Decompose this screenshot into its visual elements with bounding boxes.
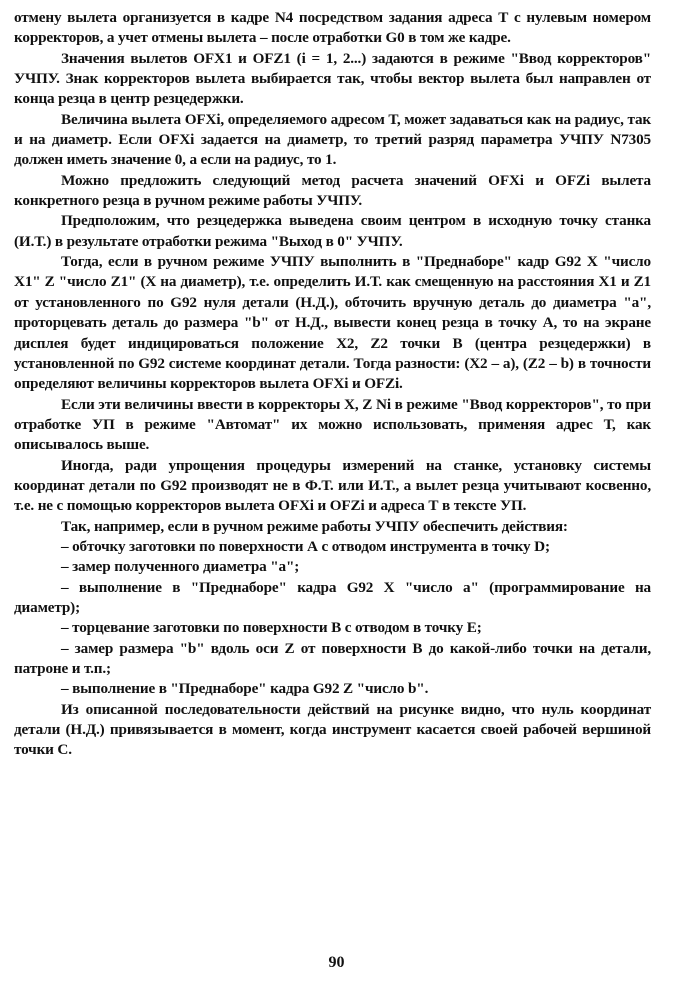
list-item: – торцевание заготовки по поверхности В с отводом в точку Е; [61,619,482,637]
paragraph: Если эти величины ввести в корректоры X, Z Ni в режиме "Ввод корректоров", то при отработке УП в режиме "Автомат" их можно использовать, применяя адрес Т, как описывалось выше. [14,395,651,454]
list-item: – выполнение в "Преднаборе" кадра G92 X "число а" (программирование на диаметр); [14,578,651,616]
paragraph: Можно предложить следующий метод расчета значений OFXi и OFZi вылета конкретного резца в ручном режиме работы УЧПУ. [14,171,651,210]
paragraph: Тогда, если в ручном режиме УЧПУ выполнить в "Преднаборе" кадр G92 X "число X1" Z "число Z1" (X на диаметр), т.е. определить И.Т. как смещенную на расстояния X1 и Z1 от установленного по G92 нуля детали (Н.Д.), обточить вручную деталь до диаметра "а", проторцевать деталь до размера "b" от Н.Д., вывести конец резца в точку А, то на экране дисплея будет индицироваться положение X2, Z2 точки В (центра резцедержки) в установленной по G92 системе координат детали. Тогда разности: (X2 – a), (Z2 – b) в точности определяют величины корректоров вылета OFXi и OFZi. [14,253,651,393]
paragraph: Величина вылета OFXi, определяемого адресом Т, может задаваться как на радиус, так и на диаметр. Если OFXi задается на диаметр, то третий разряд параметра УЧПУ N7305 должен иметь значение 0, а если на радиус, то 1. [14,110,651,169]
body-text [14,8,651,761]
paragraph: Так, например, если в ручном режиме работы УЧПУ обеспечить действия: [61,517,568,535]
paragraph: Иногда, ради упрощения процедуры измерений на станке, установку системы координат детали по G92 производят не в Ф.Т. или И.Т., а вылет резца учитывают косвенно, т.е. не с помощью корректоров вылета OFXi и OFZi и адреса Т в тексте УП. [14,456,651,515]
page-number: 90 [328,954,345,971]
list-item: – выполнение в "Преднаборе" кадра G92 Z "число b". [61,680,429,698]
paragraph: Предположим, что резцедержка выведена своим центром в исходную точку станка (И.Т.) в результате отработки режима "Выход в 0" УЧПУ. [14,212,651,250]
list-item: – обточку заготовки по поверхности А с отводом инструмента в точку D; [61,537,550,555]
paragraph: Из описанной последовательности действий на рисунке видно, что нуль координат детали (Н.Д.) привязывается в момент, когда инструмент касается своей рабочей вершиной точки С. [14,700,651,759]
paragraph: отмену вылета организуется в кадре N4 посредством задания адреса Т с нулевым номером корректоров, а учет отмены вылета – после отработки G0 в том же кадре. [14,9,651,47]
list-item: – замер полученного диаметра "а"; [61,558,300,576]
list-item: – замер размера "b" вдоль оси Z от поверхности В до какой-либо точки на детали, патроне и т.п.; [14,639,651,677]
paragraph: Значения вылетов OFX1 и OFZ1 (i = 1, 2...) задаются в режиме "Ввод корректоров" УЧПУ. Знак корректоров вылета выбирается так, чтобы вектор вылета был направлен от конца резца в центр резцедержки. [14,49,651,108]
